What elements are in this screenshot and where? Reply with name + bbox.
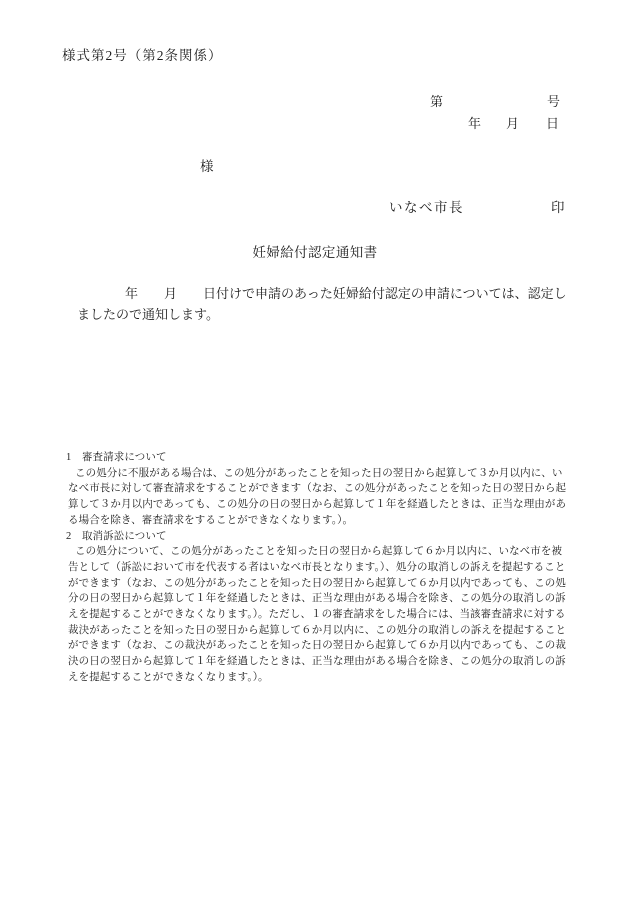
issuer-name: いなべ市長 [389,200,464,215]
note-line: 分の日の翌日から起算して１年を経過したときは、正当な理由がある場合を除き、この処分の取消しの訴 [68,593,566,605]
note-line: ができます（なお、この処分があったことを知った日の翌日から起算して６か月以内であっても、この処 [68,577,566,589]
note-line: この処分に不服がある場合は、この処分があったことを知った日の翌日から起算して３か月以内に、い [75,467,563,479]
document-number-suffix: 号 [547,94,561,109]
body-paragraph-line: 年 月 日付けで申請のあった妊婦給付認定の申請については、認定し [125,286,567,301]
document-number-prefix: 第 [430,94,444,109]
note-line: ができます（なお、この裁決があったことを知った日の翌日から起算して６か月以内であっても、この裁 [68,640,566,652]
note-line: えを提起することができなくなります。）。 [68,671,269,683]
note-line: 告として（訴訟において市を代表する者はいなべ市長となります。）、処分の取消しの訴えを提起すること [68,561,566,573]
note-line: なべ市長に対して審査請求をすることができます（なお、この処分があったことを知った日の翌日から起 [68,483,567,495]
form-number-label: 様式第2号（第2条関係） [62,48,223,63]
note-2-heading: 2 取消訴訟について [66,530,167,542]
note-1-heading: 1 審査請求について [66,452,167,463]
note-line: 算して３か月以内であっても、この処分の日の翌日から起算して１年を経過したときは、正当な理由があ [68,499,567,511]
body-paragraph-line: ましたので通知します。 [77,307,219,322]
legal-notes-section [66,450,566,686]
page-title: 妊婦給付認定通知書 [252,245,378,260]
date-year-label: 年 [468,116,482,131]
seal-placeholder: 印 [551,200,565,215]
date-day-label: 日 [546,116,560,131]
date-month-label: 月 [506,116,520,131]
note-line: 裁決があったことを知った日の翌日から起算して６か月以内に、この処分の取消しの訴えを提起すること [68,624,567,636]
note-line: る場合を除き、審査請求をすることができなくなります。）。 [68,514,354,526]
addressee-honorific: 様 [200,159,214,174]
note-line: 決の日の翌日から起算して１年を経過したときは、正当な理由がある場合を除き、この処分の取消しの訴 [68,656,566,668]
note-line: えを提起することができなくなります。）。ただし、１の審査請求をした場合には、当該審査請求に対する [68,609,566,621]
note-line: この処分について、この処分があったことを知った日の翌日から起算して６か月以内に、いなべ市を被 [75,546,563,558]
body-paragraph [77,283,567,325]
